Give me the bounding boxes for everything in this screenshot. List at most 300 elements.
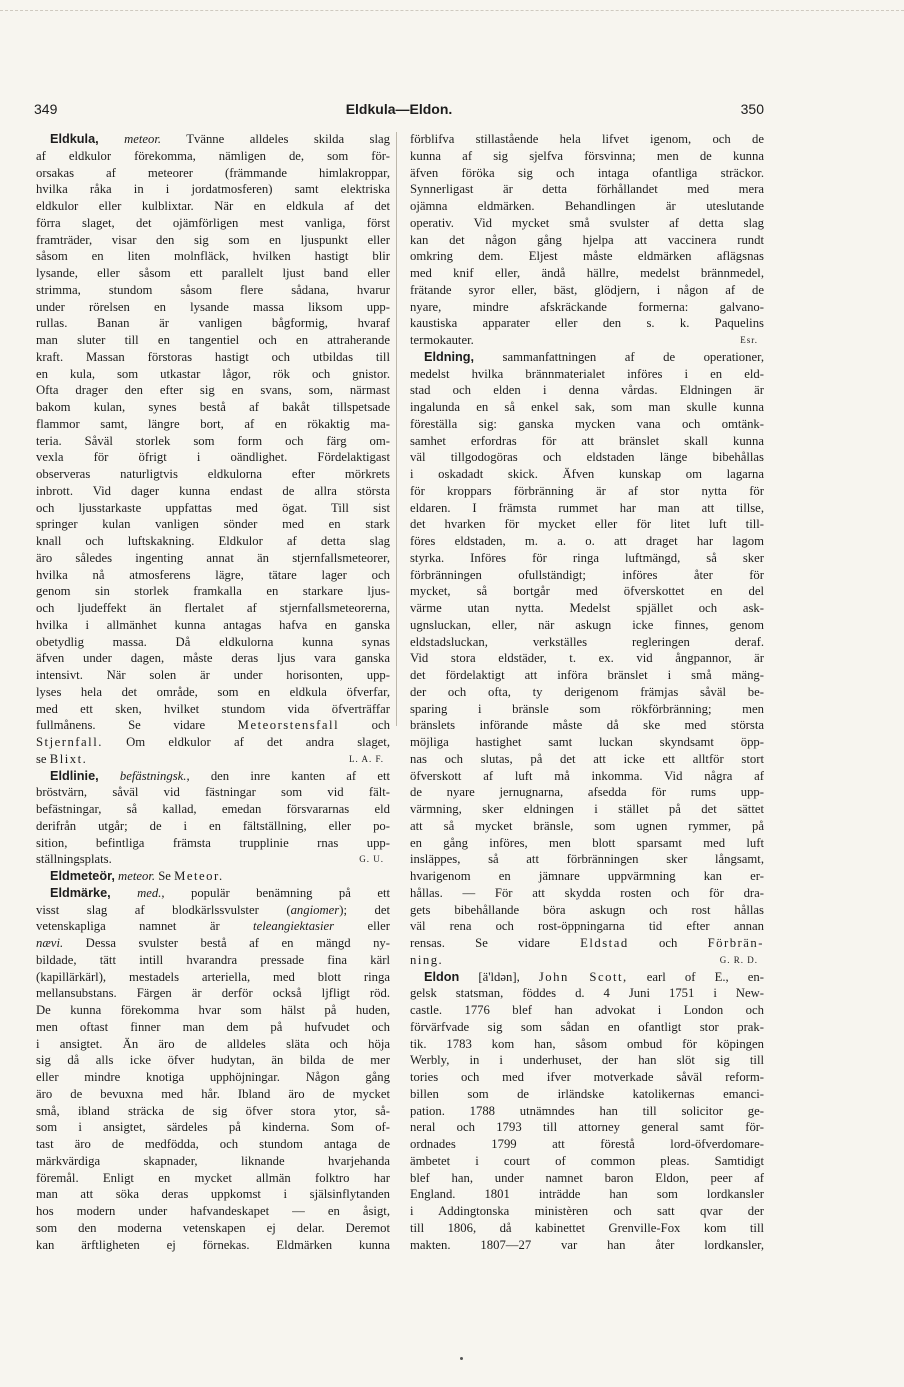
text-run: kan ärftligheten ej förnekas. Eldmärken kunna	[36, 1237, 390, 1252]
text-run: termokauter.	[410, 333, 474, 347]
text-run: det hvarken för mycket eller för litet luft till-	[410, 517, 764, 532]
text-line	[410, 717, 764, 734]
text-line	[36, 248, 390, 265]
text-run: för kroppars förbränning är af stor nytta för	[410, 483, 764, 498]
text-run: hos modern under hafvandeskapet — en åsigt,	[36, 1204, 390, 1218]
text-line	[36, 416, 390, 433]
text-line	[36, 332, 390, 349]
entry-first-line	[410, 349, 764, 366]
text-line	[410, 416, 764, 433]
text-run	[99, 769, 120, 783]
text-run: märkvärdiga skapnader, liknande hvarjehanda	[36, 1153, 390, 1168]
text-run: eller mindre knotiga upphöjningar. Någon gång	[36, 1070, 390, 1084]
text-run: teria. Såväl storlek som form och färg om-	[36, 433, 390, 448]
italic-term: nævi.	[36, 936, 64, 950]
text-line	[410, 299, 764, 316]
page-number-left: 349	[34, 101, 58, 117]
text-run: intensivt. När solen är under horisonten, upp-	[36, 668, 390, 682]
text-run: earl of E., en-	[627, 969, 764, 984]
text-run: ); det	[339, 902, 390, 917]
text-run: vexla för öfrigt i oändlighet. Fördelaktigast	[36, 450, 390, 465]
text-run: obetydlig massa. Då eldkulorna kunna synas	[36, 634, 390, 649]
headword: Eldkula,	[50, 132, 99, 146]
text-line	[36, 717, 390, 734]
text-run: sammanfattningen af de operationer,	[474, 349, 764, 364]
text-run	[111, 886, 137, 900]
text-line	[36, 198, 390, 215]
text-line	[36, 902, 390, 919]
text-line	[410, 784, 764, 801]
cross-reference: ning.	[410, 952, 444, 967]
text-line	[36, 600, 390, 617]
text-line	[410, 1237, 764, 1254]
text-line	[410, 232, 764, 249]
text-run: öfverskott af luft må inkomma. Vid några af	[410, 768, 764, 783]
text-run: äro de bevuxna med hår. Ibland äro de mycket	[36, 1086, 390, 1101]
text-run: i oskadadt skick. Äfven kunskap om lagarna	[410, 467, 764, 481]
text-run: inbrott. Vid dager kunna endast de allra största	[36, 483, 390, 498]
cross-reference: Förbrän-	[707, 936, 764, 950]
text-line	[410, 818, 764, 835]
text-run: rullas. Banan är vanligen bågformig, hvaraf	[36, 316, 390, 331]
text-line	[36, 1069, 390, 1086]
text-run: äfven föröka sig och intaga ofantliga sträckor.	[410, 165, 764, 180]
page-number-right: 350	[740, 101, 764, 117]
text-run: [ä'ldən],	[459, 969, 539, 984]
text-line	[36, 801, 390, 818]
text-line	[36, 449, 390, 466]
text-run: med ett sken, hvilket stundom vida öfverträffar	[36, 701, 390, 716]
text-line	[410, 902, 764, 919]
print-speck	[460, 1357, 463, 1360]
text-line	[36, 667, 390, 684]
text-run: som i ansigtet, särdeles på kinderna. Som of-	[36, 1120, 390, 1135]
text-run: sparing i bränsle som rökförbränning; men	[410, 701, 764, 716]
cross-reference: Eldstad	[580, 936, 629, 950]
text-line	[36, 399, 390, 416]
text-line	[36, 282, 390, 299]
text-run: tik. 1783 kom han, såsom ombud för köpingen	[410, 1036, 764, 1051]
text-line	[36, 533, 390, 550]
text-run: den inre kanten af ett	[189, 768, 391, 783]
text-run: Dessa svulster bestå af en mängd ny-	[63, 936, 390, 950]
text-run: kaustiska apparater eller den s. k. Paquelins	[410, 316, 764, 331]
text-line	[36, 433, 390, 450]
text-line	[410, 868, 764, 885]
text-run: att så mycket bränsle, som ugnen rymmer, på	[410, 818, 764, 833]
text-run: kunna af sig sjelfva försvinna; men de kunna	[410, 148, 764, 163]
text-run: ämbetet i court of common pleas. Samtidigt	[410, 1153, 764, 1168]
right-text-column	[410, 131, 764, 1253]
text-run: styrka. Införes för ringa luftmängd, så sker	[410, 550, 764, 565]
text-run: genom sin storlek framkalla en starkare ljus-	[36, 584, 390, 599]
text-line	[410, 516, 764, 533]
text-run: äfven under dagen, måste deras ljus vara ganska	[36, 651, 390, 666]
text-line	[36, 935, 390, 952]
headword: Eldon	[424, 969, 460, 984]
text-line	[410, 131, 764, 148]
text-line	[36, 1220, 390, 1237]
text-run: under rörelsen en lysande massa liksom upp-	[36, 299, 390, 314]
text-run: i Addingtonska ministèren och satt qvar der	[410, 1204, 764, 1218]
text-run: (kapillärkärl), mestadels arteriella, med blott ringa	[36, 969, 390, 984]
text-line	[410, 1002, 764, 1019]
text-line	[36, 985, 390, 1002]
text-line	[410, 165, 764, 182]
text-run: såsom en liten molnfläck, hvilken hastigt blir	[36, 249, 390, 264]
text-run: Ofta drager den efter sig en svans, som, närmast	[36, 383, 390, 398]
text-line	[410, 282, 764, 299]
text-run: och ljusstarkaste uppfattas med ögat. Till sist	[36, 500, 390, 515]
text-run: blef han, under namnet baron Eldon, peer af	[410, 1170, 764, 1185]
text-run: De kunna förekomma hvar som hälst på huden,	[36, 1003, 390, 1017]
text-run: möjliga hastighet samt luckan skyndsamt öpp-	[410, 735, 764, 749]
text-run: värme utan nytta. Medelst spjället och ask-	[410, 601, 764, 615]
text-line	[410, 148, 764, 165]
text-run: föremål. Enligt en mycket allmän folktro har	[36, 1170, 390, 1185]
text-run: mellansubstans. Färgen är derför också ljfligt röd.	[36, 986, 390, 1001]
text-line	[410, 1052, 764, 1069]
text-line	[36, 516, 390, 533]
text-line	[410, 265, 764, 282]
text-run: kan det någon gång hjelpa att vaccinera rundt	[410, 232, 764, 247]
text-run: mycket, så bortgår med öfverskottet en del	[410, 584, 764, 599]
text-line	[36, 181, 390, 198]
text-run: föres eldstaden, m. a. o. att draget har lagom	[410, 534, 764, 548]
cross-reference: Stjernfall.	[36, 735, 103, 749]
text-run: lyses hela det område, som en eldkula öfverfar,	[36, 684, 390, 699]
text-line	[410, 952, 764, 969]
text-run: samhet erfordras för att bränslet skall kunna	[410, 433, 764, 448]
italic-term: meteor.	[118, 869, 156, 883]
text-line	[36, 315, 390, 332]
text-line	[410, 1220, 764, 1237]
text-run: vetenskapliga namnet är	[36, 919, 254, 934]
text-line	[36, 1103, 390, 1120]
text-run: insläppes, så att förbränningen sker långsamt,	[410, 852, 764, 867]
text-line	[410, 248, 764, 265]
text-run: Vid stora eldstäder, t. ex. vid ångpannor, är	[410, 651, 764, 666]
text-line	[36, 952, 390, 969]
text-run: der och ofta, ty derigenom främjas såväl be-	[410, 684, 764, 699]
headword: Eldning,	[424, 349, 475, 364]
page-title: Eldkula—Eldon.	[345, 101, 453, 117]
text-line	[410, 650, 764, 667]
text-run: se	[36, 751, 50, 766]
text-line	[36, 1153, 390, 1170]
text-line	[410, 935, 764, 952]
text-run: billen som de irländske katolikernas emanci-	[410, 1086, 764, 1101]
text-line	[410, 885, 764, 902]
text-line	[410, 801, 764, 818]
author-signature: G. U.	[359, 854, 384, 865]
text-line	[410, 332, 764, 349]
text-line	[36, 215, 390, 232]
text-run: populär benämning på ett	[164, 885, 391, 900]
text-run: Synnerligast är detta förhållandet med mera	[410, 182, 764, 197]
text-line	[36, 1119, 390, 1136]
text-run: lysande, eller såsom ett parallelt ljust band eller	[36, 266, 390, 280]
text-line	[36, 650, 390, 667]
text-line	[410, 851, 764, 868]
text-run: operativ. Vid mycket små svulster af detta slag	[410, 215, 764, 230]
text-line	[36, 232, 390, 249]
text-run: man att söka deras uppkomst i själsinflytanden	[36, 1187, 390, 1202]
text-run: och	[628, 936, 708, 950]
text-run: neral och 1793 till attorney general samt för-	[410, 1120, 764, 1135]
text-run: de nyare jernugnarna, afsedda för rums upp-	[410, 785, 764, 800]
text-line	[410, 1019, 764, 1036]
author-signature: G. R. D.	[719, 954, 758, 965]
text-run: i ansigtet. Än äro de alldeles släta och höja	[36, 1036, 390, 1051]
text-line	[36, 382, 390, 399]
text-run: väl tillgodogöras och eldstaden länge bibehållas	[410, 450, 764, 465]
text-line	[410, 533, 764, 550]
text-line	[410, 1203, 764, 1220]
text-run: hållas. — För att skydda rosten och för dra-	[410, 885, 764, 900]
italic-term: befästningsk.,	[119, 768, 190, 783]
text-run: Tvänne alldeles skilda slag	[161, 132, 390, 146]
italic-term: meteor.	[124, 132, 162, 146]
headword: Eldmeteör,	[50, 869, 115, 883]
text-run: medelst hvilka brännmaterialet införes i en eld-	[410, 366, 764, 381]
text-line	[36, 500, 390, 517]
text-line	[36, 1170, 390, 1187]
text-run: värmning, sker eldningen i stället på det sättet	[410, 802, 764, 816]
text-line	[410, 583, 764, 600]
text-run: tast äro de medfödda, och stundom antaga de	[36, 1137, 390, 1151]
text-run: och	[339, 718, 390, 733]
text-run: knall och luftskakning. Eldkulor af detta slag	[36, 534, 390, 548]
text-run: ställningsplats.	[36, 852, 112, 867]
text-run: Werbly, in i underhuset, der han slöt sig till	[410, 1053, 764, 1068]
text-run: strimma, stundom såsom flere sådana, hvarur	[36, 282, 390, 297]
text-run: äro således ingenting annat än stjernfallsmeteorer,	[36, 550, 390, 565]
text-line	[410, 701, 764, 718]
text-run: ingalunda en så enkel sak, som man skulle kunna	[410, 400, 764, 414]
text-run: till 1806, då kabinettet Grenville-Fox kom till	[410, 1220, 764, 1235]
text-run: gets bibehållande böra askugn och rost hållas	[410, 902, 764, 917]
headword: Eldlinie,	[50, 768, 99, 783]
text-run: förblifva stillastående hela lifvet igenom, och de	[410, 132, 764, 146]
text-run: Om eldkulor af det andra slaget,	[102, 735, 390, 749]
text-run: framträder, visar den sig som en ljuspunkt eller	[36, 232, 390, 247]
text-line	[410, 634, 764, 651]
text-line	[36, 1019, 390, 1036]
text-run: hvilka råka in i jordatmosferen) samt elektriska	[36, 182, 390, 197]
text-line	[36, 851, 390, 868]
left-text-column	[36, 131, 390, 1253]
text-line	[36, 165, 390, 182]
text-line	[36, 1036, 390, 1053]
text-run: omkring dem. Eljest måste eldmärken aflägsnas	[410, 249, 764, 264]
text-line	[410, 1119, 764, 1136]
text-line	[410, 1136, 764, 1153]
text-line	[36, 1237, 390, 1254]
author-signature: Esr.	[740, 335, 758, 345]
text-line	[410, 483, 764, 500]
text-run: England. 1801 inträdde han som lordkansler	[410, 1187, 764, 1202]
text-run: en gång införes, men blott sparsamt med luft	[410, 835, 764, 850]
text-run: man sluter till en tangentiel och en attraherande	[36, 333, 390, 347]
text-run: kraft. Massan förstoras hastigt och utbildas till	[36, 349, 390, 364]
text-run: castle. 1776 blef han advokat i London och	[410, 1003, 764, 1017]
text-run: som den moderna vetenskapen ej delar. Deremot	[36, 1220, 390, 1235]
entry-first-line	[36, 131, 390, 148]
text-line	[36, 634, 390, 651]
scan-top-edge	[0, 10, 904, 12]
cross-reference: Meteor.	[174, 869, 224, 883]
text-run: fullmånens. Se vidare	[36, 718, 238, 733]
text-line	[410, 684, 764, 701]
text-line	[36, 550, 390, 567]
text-line	[410, 399, 764, 416]
text-line	[410, 567, 764, 584]
text-run: men oftast finner man dem på hufvudet och	[36, 1019, 390, 1034]
text-line	[410, 366, 764, 383]
text-run: eldkulor eller kulblixtar. När en eldkula af det	[36, 199, 390, 213]
text-line	[36, 701, 390, 718]
text-line	[410, 985, 764, 1002]
text-run: ugnsluckan, eller, när askugn icke finnes, genom	[410, 617, 764, 632]
text-line	[410, 918, 764, 935]
text-run: förbränningen ofullständigt; införes åter för	[410, 567, 764, 582]
text-run: hvilka i allmänhet kunna antagas hafva en ganska	[36, 617, 390, 632]
text-line	[410, 500, 764, 517]
text-run: springer kulan vanligen sönder med en stark	[36, 517, 390, 532]
cross-reference: Meteorstensfall	[237, 718, 340, 733]
text-run: små, ibland sträcka de sig öfver stora ytor, så-	[36, 1103, 390, 1118]
text-line	[410, 1036, 764, 1053]
text-line	[410, 768, 764, 785]
text-line	[36, 835, 390, 852]
text-run: derifrån utgår; de i en fältställning, eller po-	[36, 818, 390, 833]
text-line	[36, 684, 390, 701]
text-run: eller	[334, 919, 390, 934]
text-run: ojämna eldmärken. Behandlingen är uteslutande	[410, 199, 764, 213]
text-run: bränslets införande måste då ske med största	[410, 718, 764, 733]
text-line	[410, 466, 764, 483]
text-run: pation. 1788 utnämndes han till solicitor ge-	[410, 1103, 764, 1118]
text-line	[410, 449, 764, 466]
text-run: och ljudeffekt än flertalet af stjernfallsmeteorerna,	[36, 601, 390, 615]
text-run: Se	[155, 869, 175, 883]
text-line	[410, 550, 764, 567]
text-run: befästningar, så kallad, emedan försvararnas eld	[36, 802, 390, 816]
text-line	[36, 349, 390, 366]
text-run: förvärfvade sig som sådan en ofantligt stor prak-	[410, 1019, 764, 1034]
text-line	[36, 617, 390, 634]
text-line	[410, 181, 764, 198]
text-run: ordnades 1799 att förestå lord-öfverdomare-	[410, 1137, 764, 1151]
text-run: sig då alls icke öfver hudytan, än bilda de mer	[36, 1053, 390, 1068]
text-run: observeras naturligtvis eldkulorna efter mörkrets	[36, 467, 390, 481]
text-line	[410, 315, 764, 332]
text-line	[36, 567, 390, 584]
text-line	[36, 1203, 390, 1220]
text-run: hvilka nå atmosferens lägre, tätare lager och	[36, 567, 390, 582]
text-line	[410, 1170, 764, 1187]
author-signature: L. A. F.	[348, 753, 384, 764]
text-run: bröstvärn, såväl vid fästningar som vid fält-	[36, 785, 390, 800]
text-line	[410, 751, 764, 768]
headword: Eldmärke,	[50, 885, 111, 900]
text-run: stad och elden i denna vårdas. Eldningen är	[410, 383, 764, 398]
text-line	[36, 583, 390, 600]
text-run: sition, befintliga främsta trupplinie rnas upp-	[36, 835, 390, 850]
text-line	[410, 1153, 764, 1170]
text-line	[36, 1002, 390, 1019]
italic-term: med.,	[137, 885, 165, 900]
text-run: nas och slutas, på det att icke ett alltför stort	[410, 751, 764, 766]
column-divider	[396, 132, 397, 726]
text-run: hvarigenom en jämnare uppvärmning kan er-	[410, 869, 764, 883]
text-line	[36, 751, 390, 768]
text-line	[36, 265, 390, 282]
text-run: af eldkulor förekomma, nämligen de, som för-	[36, 148, 390, 163]
text-run: väl rena och rost-öppningarna tid efter annan	[410, 919, 764, 934]
text-line	[410, 734, 764, 751]
text-run: det fördelaktigt att införa bränslet i små mäng-	[410, 668, 764, 682]
text-line	[410, 1103, 764, 1120]
text-run: frätande syror eller, bäst, glödjern, i någon af de	[410, 282, 764, 297]
text-run: makten. 1807—27 var han åter lordkansler,	[410, 1237, 764, 1252]
text-line	[36, 918, 390, 935]
text-line	[36, 969, 390, 986]
text-line	[410, 1086, 764, 1103]
text-line	[36, 299, 390, 316]
text-run: en kula, som utkastar lågor, rök och gnistor.	[36, 366, 390, 381]
italic-term: angiomer	[290, 902, 340, 917]
text-run: bakom kulan, synes bestå af bakåt tillspetsade	[36, 400, 390, 414]
text-line	[36, 1186, 390, 1203]
text-line	[36, 1052, 390, 1069]
text-run: eldstadsluckan, verkställes regleringen deraf.	[410, 634, 764, 649]
text-line	[36, 466, 390, 483]
text-line	[36, 1086, 390, 1103]
text-run: tories och med ifver motverkade såväl reform-	[410, 1070, 764, 1084]
text-line	[410, 1186, 764, 1203]
running-header	[34, 101, 764, 121]
text-line	[36, 1136, 390, 1153]
text-line	[410, 600, 764, 617]
text-run: med knif eller, ändå hällre, medelst brännmedel,	[410, 266, 764, 280]
text-run: bildade, tätt intill hvarandra pressade fina kärl	[36, 952, 390, 967]
entry-first-line	[36, 885, 390, 902]
text-line	[410, 1069, 764, 1086]
text-line	[36, 784, 390, 801]
entry-first-line	[410, 969, 764, 986]
text-line	[36, 734, 390, 751]
cross-reference: Blixt.	[49, 751, 88, 766]
text-line	[410, 835, 764, 852]
text-run: förra slaget, det ojämförligen mest vanliga, först	[36, 215, 390, 230]
entry-first-line	[36, 868, 390, 885]
text-line	[36, 148, 390, 165]
text-line	[36, 366, 390, 383]
text-run: gelsk statsman, föddes d. 4 Juni 1751 i New-	[410, 986, 764, 1001]
text-line	[36, 483, 390, 500]
text-run: rensas. Se vidare	[410, 936, 581, 950]
text-line	[410, 382, 764, 399]
text-line	[410, 215, 764, 232]
text-run: flammor samt, längre bort, af en rökaktig ma-	[36, 416, 390, 431]
text-line	[410, 617, 764, 634]
text-run: nyare, mindre afskräckande formerna: galvano-	[410, 299, 764, 314]
text-run: eldaren. I främsta rummet har man att tillse,	[410, 500, 764, 515]
text-run: visst slag af blodkärlssvulster (	[36, 902, 291, 917]
italic-term: teleangiektasier	[253, 919, 335, 934]
